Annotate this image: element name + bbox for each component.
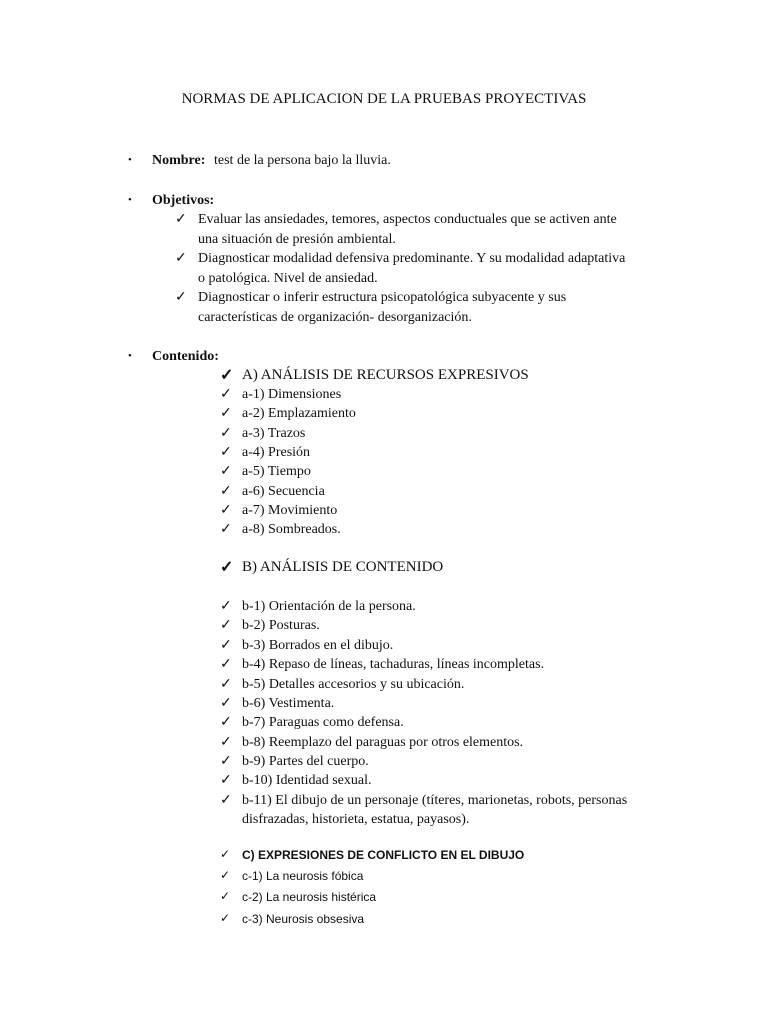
section-c-item: c-1) La neurosis fóbica	[242, 869, 364, 883]
contenido-label: Contenido:	[152, 349, 219, 364]
section-a-heading: A) ANÁLISIS DE RECURSOS EXPRESIVOS	[242, 367, 529, 383]
bullet-objetivos: •	[128, 194, 132, 206]
objetivos-label: Objetivos:	[152, 193, 215, 208]
section-b-item: b-7) Paraguas como defensa.	[242, 715, 404, 730]
objetivo-1-line-1: Evaluar las ansiedades, temores, aspectos conductuales que se activen ante	[198, 212, 617, 227]
check-icon: ✓	[220, 868, 231, 882]
section-a-item: a-3) Trazos	[242, 426, 306, 441]
check-icon: ✓	[220, 911, 231, 925]
section-b-item: b-1) Orientación de la persona.	[242, 599, 416, 614]
section-a-item: a-7) Movimiento	[242, 503, 338, 518]
check-icon: ✓	[220, 599, 232, 614]
check-icon: ✓	[175, 212, 187, 227]
section-b-item-11-line-2: disfrazadas, historieta, estatua, payasos).	[242, 812, 470, 827]
check-icon: ✓	[220, 889, 231, 903]
check-icon: ✓	[220, 464, 232, 479]
section-b-item: b-5) Detalles accesorios y su ubicación.	[242, 677, 465, 692]
check-icon: ✓	[220, 773, 232, 788]
check-icon: ✓	[220, 618, 232, 633]
section-b-item: b-6) Vestimenta.	[242, 696, 335, 711]
check-icon: ✓	[220, 426, 232, 441]
section-a-item: a-1) Dimensiones	[242, 387, 342, 402]
check-icon: ✓	[220, 387, 232, 402]
check-icon: ✓	[220, 677, 232, 692]
objetivo-3-line-2: características de organización- desorganización.	[198, 310, 472, 325]
objetivo-2-line-2: o patológica. Nivel de ansiedad.	[198, 271, 378, 286]
check-icon: ✓	[220, 847, 231, 861]
bullet-nombre: •	[128, 154, 132, 166]
section-b-item: b-2) Posturas.	[242, 618, 320, 633]
objetivo-2-line-1: Diagnosticar modalidad defensiva predominante. Y su modalidad adaptativa	[198, 251, 626, 266]
check-icon: ✓	[220, 638, 232, 653]
section-b-item: b-8) Reemplazo del paraguas por otros elementos.	[242, 735, 524, 750]
section-a-item: a-2) Emplazamiento	[242, 406, 356, 421]
section-b-item: b-3) Borrados en el dibujo.	[242, 638, 394, 653]
check-icon: ✓	[220, 445, 232, 460]
section-b-item-11-line-1: b-11) El dibujo de un personaje (títeres, marionetas, robots, personas	[242, 793, 628, 808]
bullet-contenido: •	[128, 350, 132, 362]
section-b-item: b-9) Partes del cuerpo.	[242, 754, 369, 769]
section-a-item: a-4) Presión	[242, 445, 311, 460]
nombre-value: test de la persona bajo la lluvia.	[214, 153, 391, 168]
check-icon: ✓	[220, 754, 232, 769]
check-icon: ✓	[220, 559, 234, 576]
nombre-label: Nombre:	[152, 153, 206, 168]
check-icon: ✓	[220, 696, 232, 711]
section-a-item: a-6) Secuencia	[242, 484, 325, 499]
section-c-item: c-3) Neurosis obsesiva	[242, 912, 365, 926]
section-a-item: a-5) Tiempo	[242, 464, 311, 479]
check-icon: ✓	[175, 251, 187, 266]
check-icon: ✓	[220, 715, 232, 730]
page-title: NORMAS DE APLICACION DE LA PRUEBAS PROYECTIVAS	[181, 91, 587, 107]
check-icon: ✓	[220, 484, 232, 499]
section-b-item: b-4) Repaso de líneas, tachaduras, líneas incompletas.	[242, 657, 545, 672]
check-icon: ✓	[220, 735, 232, 750]
check-icon: ✓	[220, 793, 232, 808]
section-a-item: a-8) Sombreados.	[242, 522, 341, 537]
check-icon: ✓	[220, 406, 232, 421]
section-c-heading: C) EXPRESIONES DE CONFLICTO EN EL DIBUJO	[242, 848, 525, 862]
check-icon: ✓	[220, 367, 234, 384]
check-icon: ✓	[220, 522, 232, 537]
check-icon: ✓	[175, 290, 187, 305]
objetivo-3-line-1: Diagnosticar o inferir estructura psicopatológica subyacente y sus	[198, 290, 567, 305]
section-c-item: c-2) La neurosis histérica	[242, 890, 377, 904]
section-b-item: b-10) Identidad sexual.	[242, 773, 372, 788]
section-b-heading: B) ANÁLISIS DE CONTENIDO	[242, 559, 444, 575]
check-icon: ✓	[220, 503, 232, 518]
objetivo-1-line-2: una situación de presión ambiental.	[198, 232, 396, 247]
check-icon: ✓	[220, 657, 232, 672]
